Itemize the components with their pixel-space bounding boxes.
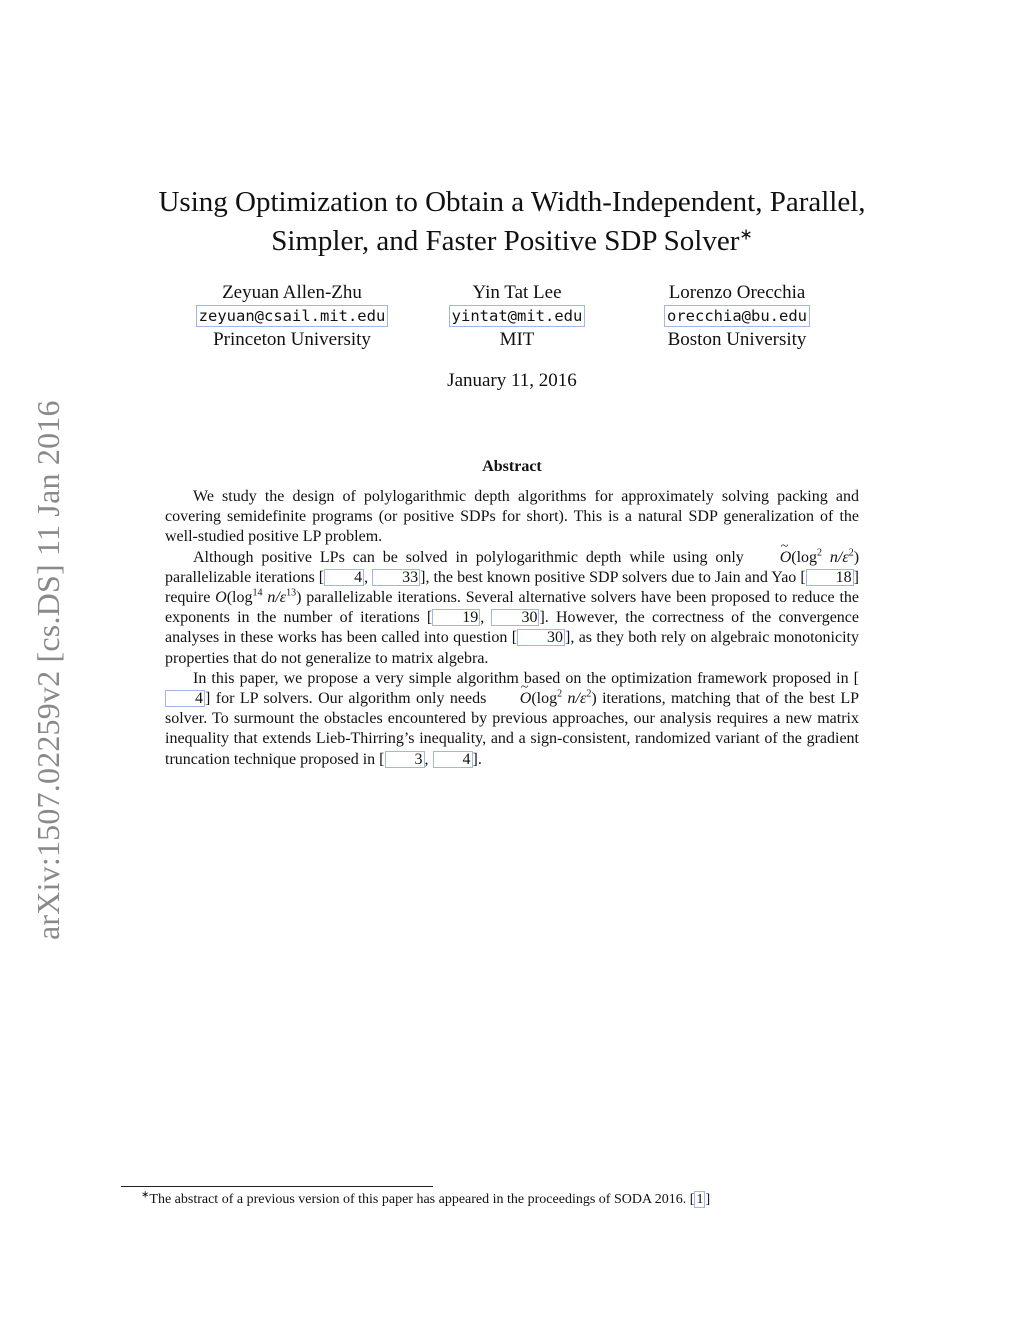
paper-title (130, 183, 894, 261)
author-name: Lorenzo Orecchia (668, 282, 806, 303)
author-1 (185, 281, 399, 351)
o-tilde-symbol: ~ O (492, 689, 532, 709)
author-name: Zeyuan Allen-Zhu (222, 282, 362, 303)
footnote-rule (121, 1186, 433, 1187)
abstract-body (165, 487, 859, 770)
paper-date: January 11, 2016 (447, 370, 577, 391)
author-email-link[interactable]: orecchia@bu.edu (664, 305, 810, 327)
author-affiliation: Boston University (667, 329, 807, 350)
citation-link[interactable]: 4 (433, 751, 473, 768)
author-affiliation: MIT (499, 329, 535, 350)
footnote: ∗The abstract of a previous version of this paper has appeared in the proceedings of SODA 2016. [ 1 ] (141, 1189, 711, 1207)
title-line-1: Using Optimization to Obtain a Width-Independent, Parallel, (158, 186, 866, 218)
citation-link[interactable]: 1 (696, 1192, 704, 1207)
citation-link[interactable]: 4 (324, 569, 364, 586)
citation-link[interactable]: 33 (372, 569, 420, 586)
author-email-link[interactable]: zeyuan@csail.mit.edu (196, 305, 389, 327)
author-affiliation: Princeton University (213, 329, 371, 350)
citation-link[interactable]: 30 (491, 609, 539, 626)
author-name: Yin Tat Lee (472, 282, 562, 303)
citation-link[interactable]: 19 (432, 609, 480, 626)
citation-link[interactable]: 3 (385, 751, 425, 768)
footnote-text: The abstract of a previous version of this paper has appeared in the proceedings of SODA 2016. (149, 1192, 690, 1207)
author-2 (432, 281, 602, 351)
arxiv-side-stamp: arXiv:1507.02259v2 [cs.DS] 11 Jan 2016 (30, 400, 66, 940)
abstract-paragraph-3: In this paper, we propose a very simple algorithm based on the optimization framework proposed in [4 ] for LP solvers. Our algorithm only needs ~ $O(\log^2$ $n/\varepsilon^2$) iterations, matching that of the best LP solver. To surmount the obstacles encountered by previous approaches, our analysis requires a new matrix inequality that extends Lieb-Thirring’s inequality, and a sign-consistent, randomized variant of the gradient truncation technique proposed in [ 3 , 4 ]. (165, 669, 859, 770)
footnote-mark: ∗ (141, 1189, 150, 1201)
title-footnote-mark[interactable]: ∗ (739, 226, 753, 244)
o-tilde-symbol: ~ O (752, 548, 792, 568)
abstract-paragraph-1: We study the design of polylogarithmic depth algorithms for approximately solving packing and covering semidefinite programs (or positive SDPs for short). This is a natural SDP generalization of the well-studied positive LP problem. (165, 488, 859, 546)
abstract-heading: Abstract (482, 458, 542, 475)
citation-link[interactable]: 18 (806, 569, 854, 586)
author-email-link[interactable]: yintat@mit.edu (449, 305, 586, 327)
title-line-2: Simpler, and Faster Positive SDP Solver (271, 225, 740, 257)
abstract-paragraph-2: Although positive LPs can be solved in polylogarithmic depth while using only ~ $O(\log^2$ $n/\varepsilon^2$) parallelizable iterations [ 4 , 33 ], the best known positive SDP solvers due to Jain and Yao [ 18 ] require $O(\log^{14}$ $n/\varepsilon^{13}$) parallelizable iterations. Several alternative solvers have been proposed to reduce the exponents in the number of iterations [ 19 , 30 ]. However, the correctness of the convergence analyses in these works has been called into question [ 30 ], as they both rely on algebraic monotonicity properties that do not generalize to matrix algebra. (165, 548, 859, 669)
author-3 (650, 281, 824, 351)
citation-link[interactable]: 4 (165, 690, 205, 707)
citation-link[interactable]: 30 (517, 629, 565, 646)
